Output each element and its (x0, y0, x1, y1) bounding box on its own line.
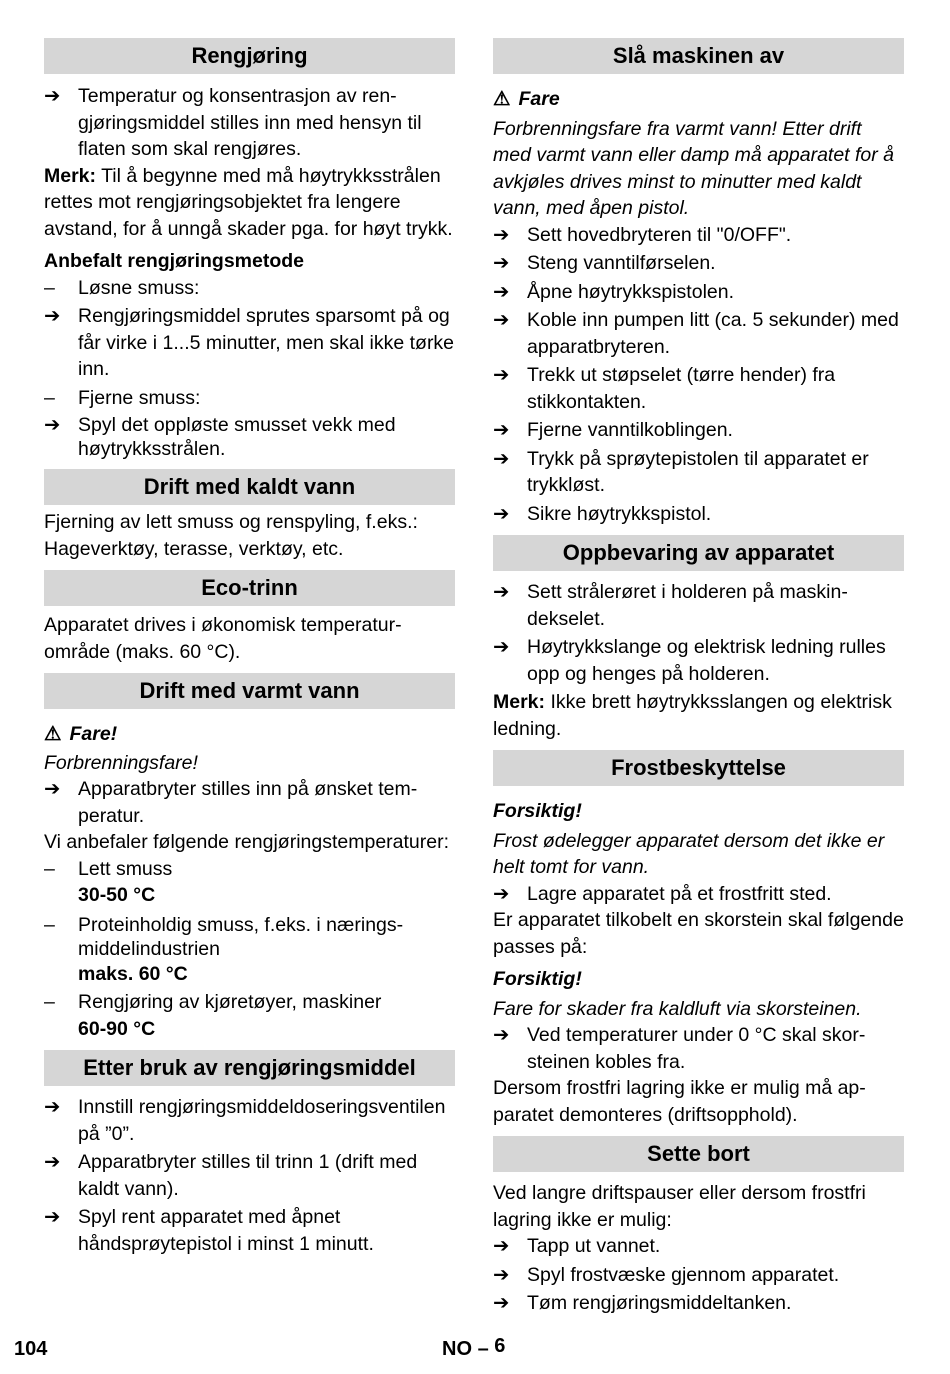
arrow-right-icon: ➔ (44, 85, 61, 107)
paragraph: Ved langre driftspauser eller dersom frostfri lagring ikke er mulig: (493, 1182, 866, 1231)
dash-bullet: – (44, 913, 55, 936)
dash-bullet: – (44, 386, 55, 409)
temperature-value: 30-50 °C (78, 884, 156, 906)
paragraph: Er apparatet tilkobelt en skorstein skal følgende passes på: (493, 909, 904, 958)
bullet-item: ➔ Tøm rengjøringsmiddeltanken. (493, 1290, 904, 1317)
arrow-right-icon: ➔ (493, 1263, 510, 1286)
dash-bullet: – (44, 991, 55, 1013)
paragraph: Dersom frostfri lagring ikke er mulig må apparatet demonteres (driftsopphold). (493, 1077, 866, 1126)
subheading-anbefalt: Anbefalt rengjøringsmetode (44, 250, 305, 272)
bullet-item: ➔ Fjerne vanntilkoblingen. (493, 417, 904, 444)
caution-text: Frost ødelegger apparatet dersom det ikke er helt tomt for vann. (493, 829, 885, 878)
bullet-item: ➔ Apparatbryter stilles inn på ønsket temperatur. (44, 778, 418, 827)
bullet-item: ➔ Rengjøringsmiddel sprutes sparsomt på og får virke i 1...5 minutter, men skal ikke tørke inn. (44, 305, 455, 380)
bullet-item: ➔ Høytrykkslange og elektrisk ledning rulles opp og henges på holderen. (493, 636, 886, 685)
section-heading-kaldt: Drift med kaldt vann (44, 469, 455, 505)
arrow-right-icon: ➔ (493, 364, 510, 386)
bullet-item: ➔ Temperatur og konsentrasjon av rengjøringsmiddel stilles inn med hensyn til flaten som skal rengjøres. (44, 85, 422, 160)
note-paragraph: Merk: Til å begynne med må høytrykksstrålen rettes mot rengjøringsobjektet fra lengere avstand, for å unngå skader pga. for høyt trykk. (44, 164, 453, 240)
bullet-item: ➔ Apparatbryter stilles til trinn 1 (drift med kaldt vann). (44, 1151, 418, 1200)
section-page-label: NO – 6 (442, 1335, 506, 1360)
section-heading-sla: Slå maskinen av (493, 38, 904, 74)
section-heading-sette: Sette bort (493, 1136, 904, 1172)
paragraph: Fjerning av lett smuss og renspyling, f.eks.: Hageverktøy, terasse, verktøy, etc. (44, 511, 418, 560)
arrow-right-icon: ➔ (44, 414, 61, 436)
arrow-right-icon: ➔ (44, 1206, 61, 1228)
right-column (493, 38, 904, 1317)
paragraph: Vi anbefaler følgende rengjøringstemperaturer: (44, 831, 450, 853)
arrow-right-icon: ➔ (493, 280, 510, 303)
bullet-item: ➔ Trekk ut støpselet (tørre hender) fra stikkontakten. (493, 364, 836, 413)
warning-triangle-icon: ⚠ (44, 723, 62, 745)
section-heading-etter: Etter bruk av rengjøringsmiddel (44, 1050, 455, 1086)
warning-title: ⚠ Fare! (44, 723, 118, 745)
bullet-item: ➔ Ved temperaturer under 0 °C skal skorsteinen kobles fra. (493, 1024, 866, 1073)
warning-title: ⚠ Fare (493, 88, 560, 110)
arrow-right-icon: ➔ (493, 223, 510, 246)
bullet-item: ➔ Sett strålerøret i holderen på maskindekselet. (493, 581, 848, 630)
caution-title: Forsiktig! (493, 968, 582, 990)
caution-text: Fare for skader fra kaldluft via skorsteinen. (493, 997, 862, 1020)
bullet-item: ➔ Lagre apparatet på et frostfritt sted. (493, 881, 904, 908)
arrow-right-icon: ➔ (493, 1024, 510, 1046)
dash-bullet: – (44, 276, 55, 299)
bullet-item: ➔ Spyl frostvæske gjennom apparatet. (493, 1262, 904, 1289)
arrow-right-icon: ➔ (44, 778, 61, 800)
dash-item: – Rengjøring av kjøretøyer, maskiner (44, 989, 455, 1016)
bullet-item: ➔ Spyl rent apparatet med åpnet håndsprøytepistol i minst 1 minutt. (44, 1206, 374, 1255)
section-heading-rengjoring: Rengjøring (44, 38, 455, 74)
temperature-value: maks. 60 °C (78, 962, 188, 985)
arrow-right-icon: ➔ (493, 636, 510, 658)
arrow-right-icon: ➔ (493, 252, 510, 274)
bullet-item: ➔ Åpne høytrykkspistolen. (493, 279, 904, 306)
section-heading-eco: Eco-trinn (44, 570, 455, 606)
note-paragraph: Merk: Ikke brett høytrykksslangen og elektrisk ledning. (493, 691, 892, 740)
bullet-item: ➔ Sett hovedbryteren til "0/OFF". (493, 222, 904, 249)
bullet-item: ➔ Trykk på sprøytepistolen til apparatet er trykkløst. (493, 447, 869, 496)
temperature-value: 60-90 °C (78, 1017, 156, 1040)
section-heading-varmt: Drift med varmt vann (44, 673, 455, 709)
section-heading-oppbevaring: Oppbevaring av apparatet (493, 535, 904, 571)
dash-item: – Løsne smuss: (44, 275, 455, 302)
arrow-right-icon: ➔ (44, 305, 61, 327)
arrow-right-icon: ➔ (493, 1292, 510, 1314)
bullet-item: ➔ Steng vanntilførselen. (493, 250, 904, 277)
arrow-right-icon: ➔ (493, 1235, 510, 1257)
arrow-right-icon: ➔ (44, 1151, 61, 1173)
arrow-right-icon: ➔ (44, 1096, 61, 1118)
arrow-right-icon: ➔ (493, 447, 510, 470)
arrow-right-icon: ➔ (493, 502, 510, 525)
arrow-right-icon: ➔ (493, 309, 510, 331)
warning-text: Forbrenningsfare fra varmt vann! Etter drift med varmt vann eller damp må apparatet for å avkjøles drives minst to minutter med kaldt vann, med åpen pistol. (493, 117, 895, 219)
dash-item: – Lett smuss (44, 856, 455, 883)
caution-title: Forsiktig! (493, 800, 582, 822)
dash-item: – Fjerne smuss: (44, 385, 455, 412)
arrow-right-icon: ➔ (493, 882, 510, 905)
arrow-right-icon: ➔ (493, 419, 510, 441)
dash-item: – Proteinholdig smuss, f.eks. i næringsmiddelindustrien (44, 913, 404, 960)
bullet-item: ➔ Koble inn pumpen litt (ca. 5 sekunder) med apparatbryteren. (493, 309, 899, 358)
arrow-right-icon: ➔ (493, 581, 510, 603)
bullet-item: ➔ Sikre høytrykkspistol. (493, 501, 904, 528)
bullet-item: ➔ Tapp ut vannet. (493, 1233, 904, 1260)
left-column (44, 38, 455, 1257)
bullet-item: ➔ Spyl det oppløste smusset vekk med høytrykksstrålen. (44, 414, 396, 460)
warning-text: Forbrenningsfare! (44, 751, 198, 774)
bullet-item: ➔ Innstill rengjøringsmiddeldoseringsventilen på ”0”. (44, 1096, 446, 1145)
page-number: 104 (14, 1338, 48, 1360)
section-heading-frost: Frostbeskyttelse (493, 750, 904, 786)
paragraph: Apparatet drives i økonomisk temperaturområde (maks. 60 °C). (44, 614, 402, 663)
dash-bullet: – (44, 857, 55, 880)
warning-triangle-icon: ⚠ (493, 88, 511, 110)
